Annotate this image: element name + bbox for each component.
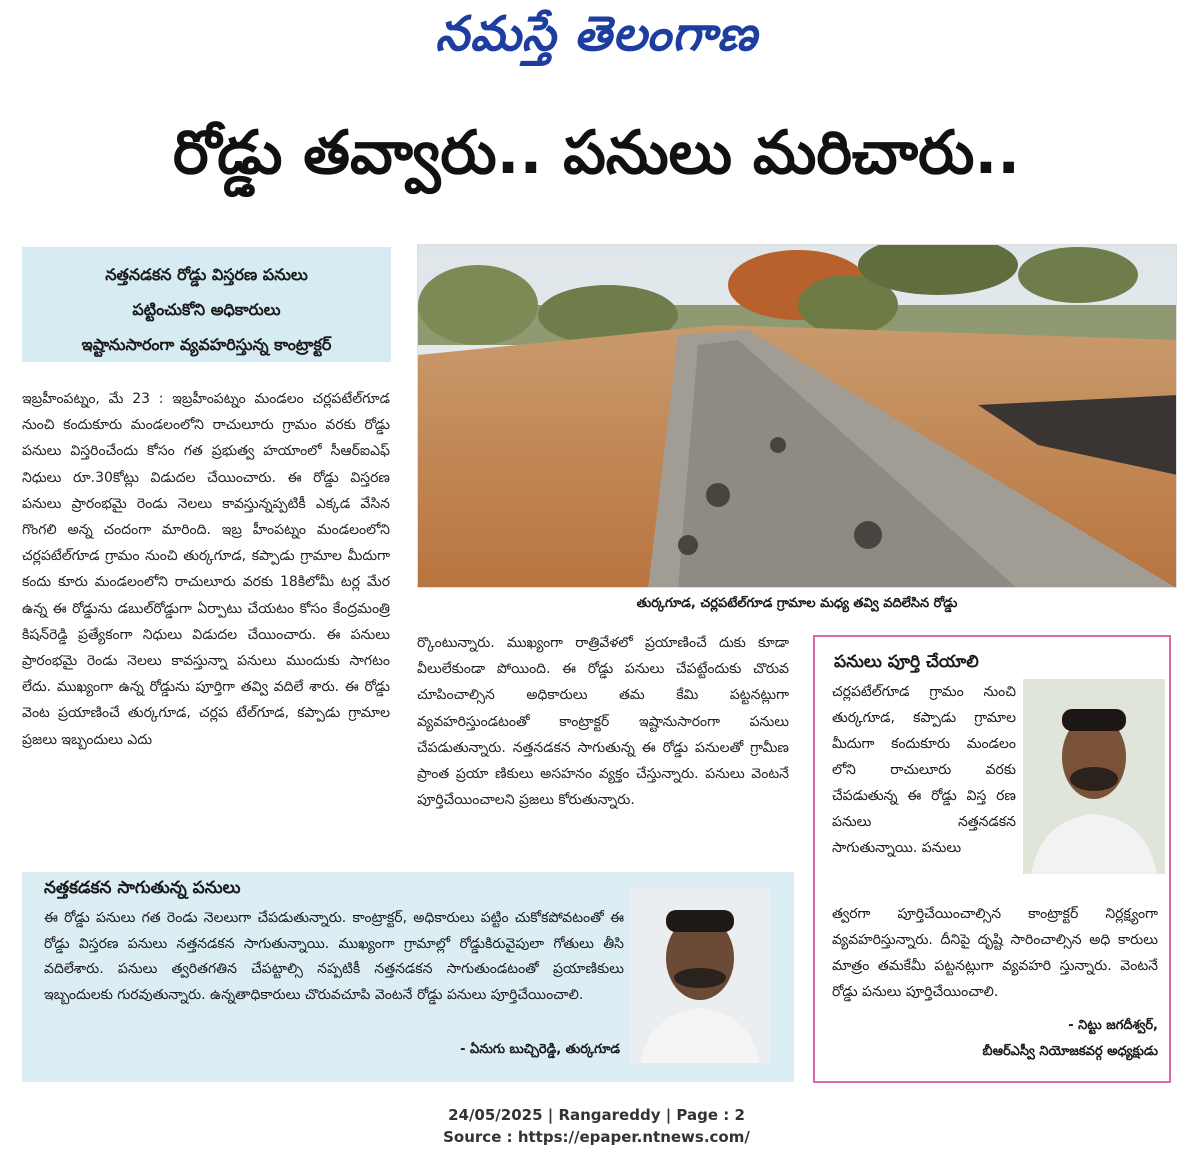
footer-date-line: 24/05/2025 | Rangareddy | Page : 2: [448, 1106, 745, 1124]
subheadline-line: పట్టించుకోని అధికారులు: [132, 300, 281, 319]
opinion-box-left-attribution: - ఏనుగు బుచ్చిరెడ్డి, తుర్కగూడ: [460, 1042, 620, 1057]
subheadline-box: [22, 247, 391, 362]
dug-road-image: [418, 245, 1177, 588]
article-column-2: ర్కొంటున్నారు. ముఖ్యంగా రాత్రివేళలో ప్రయాణించే దుకు కూడా వీలులేకుండా పోయింది. ఈ రోడ్డు పనులు చేపట్టేందుకు చొరువ చూపించాల్సిన అధికారులు తమ కేమి పట్టనట్లుగా వ్యవహరిస్తుండటంతో కాంట్రాక్టర్ ఇష్టానుసారంగా పనులు చేపడుతున్నారు. నత్తనడకన సాగుతున్న ఈ రోడ్డు పనులతో గ్రామీణ ప్రాంత ప్రయా ణికులు అసహనం వ్యక్తం చేస్తున్నారు. పనులు వెంటనే పూర్తిచేయించాలని ప్రజలు కోరుతున్నారు.: [417, 635, 789, 809]
photo-caption: తుర్కగూడ, చర్లపటేల్‌గూడ గ్రామాల మధ్య తవ్వి వదిలేసిన రోడ్డు: [636, 596, 958, 611]
page-footer: [0, 1104, 1193, 1148]
article-headline: రోడ్డు తవ్వారు.. పనులు మరిచారు..: [172, 118, 1021, 188]
attribution-role: బీఆర్‌ఎస్వీ నియోజకవర్గ అధ్యక్షుడు: [982, 1044, 1158, 1059]
attribution-name: - నిట్టు జగదీశ్వర్,: [1068, 1018, 1158, 1033]
opinion-box-left-text: ఈ రోడ్డు పనులు గత రెండు నెలలుగా చేపడుతున్నారు. కాంట్రాక్టర్, అధికారులు పట్టిం చుకోకపోవటంతో ఈ రోడ్డు విస్తరణ పనులు నత్తనడకన సాగుతున్నాయి. ముఖ్యంగా గ్రామాల్లో రోడ్డుకిరువైపులా గోతులు తీసి వదిలేశారు. పనులు త్వరితగతిన చేపట్టాల్సి నప్పటికీ నత్తనడకన సాగుతుండటంతో ప్రయాణికులు ఇబ్బందులకు గురవుతున్నారు. ఉన్నతాధికారులు చొరువచూపి వెంటనే రోడ్డు పనులు పూర్తిచేయించాలి.: [44, 910, 624, 1003]
road-photo: [417, 244, 1177, 588]
newspaper-masthead: నమస్తే తెలంగాణ: [435, 6, 758, 62]
opinion-box-right-text: చర్లపటేల్‌గూడ గ్రామం నుంచి తుర్కగూడ, కప్పాడు గ్రామాల మీదుగా కందుకూరు మండలం లోని రాచులూరు వరకు చేపడుతున్న ఈ రోడ్డు విస్త రణ పనులు నత్తనడకన సాగుతున్నాయి. పనులు: [832, 684, 1016, 856]
opinion-box-right-title: పనులు పూర్తి చేయాలి: [834, 652, 979, 672]
opinion-box-left-title: నత్తకడకన సాగుతున్న పనులు: [44, 878, 241, 898]
young-man-portrait-icon: [1023, 679, 1165, 874]
portrait-photo-2: [1023, 679, 1165, 874]
subheadline-line: ఇష్టానుసారంగా వ్యవహరిస్తున్న కాంట్రాక్టర్: [81, 335, 332, 354]
opinion-box-right-text-continued: త్వరగా పూర్తిచేయించాల్సిన కాంట్రాక్టర్ నిర్లక్ష్యంగా వ్యవహరిస్తున్నారు. దీనిపై దృష్టి సారించాల్సిన అధి కారులు మాత్రం తమకేమీ పట్టనట్లుగా వ్యవహరి స్తున్నారు. వెంటనే రోడ్డు పనులు పూర్తిచేయించాలి.: [832, 906, 1158, 1000]
opinion-box-right-attribution: [832, 1013, 1158, 1065]
subheadline-line: నత్తనడకన రోడ్డు విస్తరణ పనులు: [105, 265, 308, 284]
portrait-photo-1: [630, 888, 770, 1063]
man-portrait-icon: [630, 888, 770, 1063]
article-column-1: ఇబ్రహీంపట్నం, మే 23 : ఇబ్రహీంపట్నం మండలం చర్లపటేల్‌గూడ నుంచి కందుకూరు మండలంలోని రాచులూరు గ్రామం వరకు రోడ్డు పనులు విస్తరించేందు కోసం గత ప్రభుత్వ హయాంలో సీఆర్‌ఐఎఫ్ నిధులు రూ.30కోట్లు విడుదల చేయించారు. ఈ రోడ్డు విస్తరణ పనులు ప్రారంభమై రెండు నెలలు కావస్తున్నప్పటికీ ఎక్కడ వేసిన గొంగలి అన్న చందంగా మారింది. ఇబ్ర హీంపట్నం మండలంలోని చర్లపటేల్‌గూడ గ్రామం నుంచి తుర్కగూడ, కప్పాడు గ్రామాల మీదుగా కందు కూరు మండలంలోని రాచులూరు వరకు 18కిలోమీ టర్ల మేర ఉన్న ఈ రోడ్డును డబుల్‌రోడ్డుగా ఏర్పాటు చేయటం కోసం కేంద్రమంత్రి కిషన్‌రెడ్డి ప్రత్యేకంగా నిధులు విడుదల చేయించారు. ఈ పనులు ప్రారంభమై రెండు నెలలు కావస్తున్నా పనులు ముందుకు సాగటం లేదు. ముఖ్యంగా ఉన్న రోడ్డును పూర్తిగా తవ్వి వదిలే శారు. ఈ రోడ్డు వెంట ప్రయాణించే తుర్కగూడ, చర్లప టేల్‌గూడ, కప్పాడు గ్రామాల ప్రజలు ఇబ్బందులు ఎదు: [22, 391, 390, 748]
footer-source-line: Source : https://epaper.ntnews.com/: [443, 1128, 750, 1146]
